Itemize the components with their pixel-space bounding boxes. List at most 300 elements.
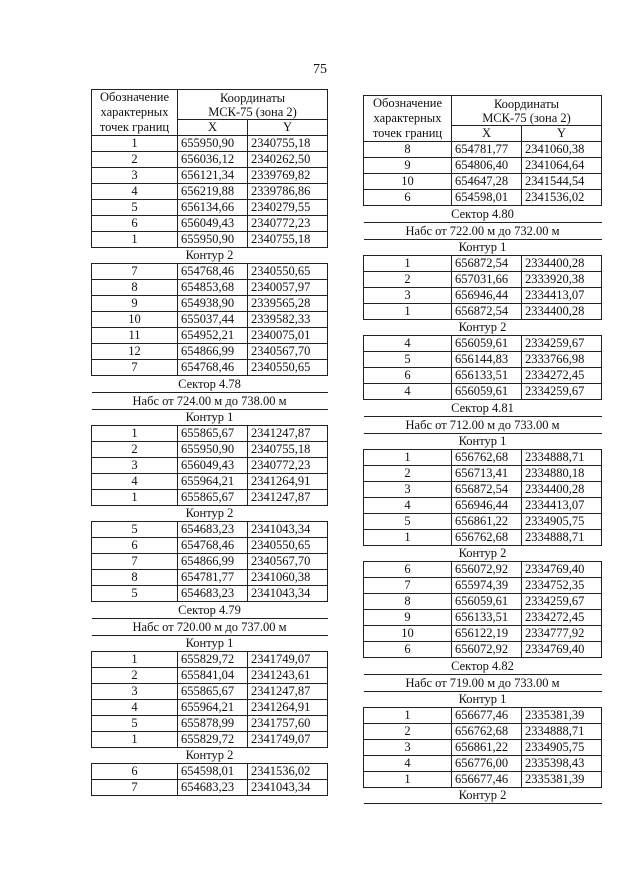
y-column-header: Y (248, 120, 328, 136)
y-coordinate-cell: 2341264,91 (248, 474, 328, 490)
table-row (364, 304, 602, 320)
point-number-cell: 8 (92, 280, 178, 296)
elevation-range: Набс от 712.00 м до 733.00 м (405, 417, 560, 432)
contour-heading-row (92, 248, 328, 264)
point-number-cell: 6 (364, 368, 452, 384)
point-number-cell: 6 (364, 562, 452, 578)
elevation-range-row (92, 393, 328, 410)
table-row (92, 458, 328, 474)
x-coordinate-cell: 654938,90 (178, 296, 248, 312)
contour-heading: Контур 1 (92, 410, 328, 426)
x-coordinate-cell: 654768,46 (178, 264, 248, 280)
table-row (92, 200, 328, 216)
y-coordinate-cell: 2334888,71 (522, 530, 602, 546)
y-coordinate-cell: 2334259,67 (522, 594, 602, 610)
sector-heading-row (364, 206, 602, 223)
y-coordinate-cell: 2340057,97 (248, 280, 328, 296)
y-coordinate-cell: 2341749,07 (248, 732, 328, 748)
point-number-cell: 5 (92, 200, 178, 216)
sector-heading: Сектор 4.81 (364, 400, 602, 417)
y-coordinate-cell: 2334259,67 (522, 336, 602, 352)
x-column-header: X (452, 126, 522, 142)
page-number: 75 (313, 62, 327, 77)
y-coordinate-cell: 2341749,07 (248, 652, 328, 668)
point-number-cell: 2 (364, 724, 452, 740)
y-coordinate-cell: 2340075,01 (248, 328, 328, 344)
table-body (92, 136, 328, 796)
table-row (364, 158, 602, 174)
y-coordinate-cell: 2339565,28 (248, 296, 328, 312)
y-coordinate-cell: 2334769,40 (522, 642, 602, 658)
x-coordinate-cell: 654952,21 (178, 328, 248, 344)
y-coordinate-cell: 2340279,55 (248, 200, 328, 216)
table-row (92, 426, 328, 442)
y-coordinate-cell: 2341043,34 (248, 586, 328, 602)
table-row (92, 216, 328, 232)
point-number-cell: 4 (92, 184, 178, 200)
contour-heading: Контур 2 (92, 248, 328, 264)
x-coordinate-cell: 656036,12 (178, 152, 248, 168)
table-row (92, 554, 328, 570)
y-coordinate-cell: 2334259,67 (522, 384, 602, 400)
point-number-cell: 8 (92, 570, 178, 586)
point-number-cell: 1 (92, 490, 178, 506)
x-coordinate-cell: 655964,21 (178, 474, 248, 490)
coordinates-header (452, 96, 602, 126)
y-coordinate-cell: 2341247,87 (248, 426, 328, 442)
x-coordinate-cell: 656762,68 (452, 450, 522, 466)
x-coordinate-cell: 655878,99 (178, 716, 248, 732)
header-line: Координаты (219, 90, 286, 105)
table-row (92, 264, 328, 280)
contour-heading: Контур 2 (364, 788, 602, 804)
x-coordinate-cell: 655865,67 (178, 426, 248, 442)
point-designation-header (92, 90, 178, 136)
elevation-range: Набс от 720.00 м до 737.00 м (132, 619, 287, 634)
y-coordinate-cell: 2341544,54 (522, 174, 602, 190)
table-row (92, 360, 328, 376)
point-number-cell: 11 (92, 328, 178, 344)
point-number-cell: 4 (92, 700, 178, 716)
coordinates-header (178, 90, 328, 120)
right-coordinates-table (363, 95, 602, 804)
table-row (92, 684, 328, 700)
y-coordinate-cell: 2341043,34 (248, 780, 328, 796)
contour-heading-row (364, 320, 602, 336)
point-number-cell: 2 (364, 272, 452, 288)
x-coordinate-cell: 654781,77 (452, 142, 522, 158)
x-coordinate-cell: 655865,67 (178, 684, 248, 700)
table-row (364, 482, 602, 498)
x-coordinate-cell: 656059,61 (452, 336, 522, 352)
contour-heading: Контур 2 (92, 506, 328, 522)
y-coordinate-cell: 2340550,65 (248, 264, 328, 280)
header-line: характерных (100, 105, 169, 119)
x-coordinate-cell: 655950,90 (178, 442, 248, 458)
contour-heading: Контур 2 (364, 546, 602, 562)
contour-heading-row (92, 636, 328, 652)
point-number-cell: 12 (92, 344, 178, 360)
x-coordinate-cell: 656072,92 (452, 562, 522, 578)
point-number-cell: 8 (364, 142, 452, 158)
x-coordinate-cell: 654598,01 (178, 764, 248, 780)
contour-heading-row (92, 410, 328, 426)
elevation-range: Набс от 722.00 м до 732.00 м (405, 223, 560, 238)
x-coordinate-cell: 654781,77 (178, 570, 248, 586)
header-line: характерных (373, 111, 442, 125)
y-coordinate-cell: 2339786,86 (248, 184, 328, 200)
x-coordinate-cell: 654598,01 (452, 190, 522, 206)
table-header (364, 96, 602, 142)
y-coordinate-cell: 2340262,50 (248, 152, 328, 168)
x-coordinate-cell: 656049,43 (178, 458, 248, 474)
table-row (364, 142, 602, 158)
x-coordinate-cell: 656872,54 (452, 304, 522, 320)
table-row (92, 232, 328, 248)
table-row (92, 312, 328, 328)
sector-heading: Сектор 4.79 (92, 602, 328, 619)
table-row (364, 772, 602, 788)
x-coordinate-cell: 656872,54 (452, 482, 522, 498)
x-coordinate-cell: 655829,72 (178, 652, 248, 668)
point-number-cell: 6 (364, 642, 452, 658)
x-coordinate-cell: 656134,66 (178, 200, 248, 216)
x-coordinate-cell: 654866,99 (178, 344, 248, 360)
y-coordinate-cell: 2340550,65 (248, 538, 328, 554)
x-coordinate-cell: 656059,61 (452, 594, 522, 610)
table-row (364, 336, 602, 352)
x-coordinate-cell: 656762,68 (452, 530, 522, 546)
x-coordinate-cell: 656121,34 (178, 168, 248, 184)
point-number-cell: 6 (364, 190, 452, 206)
y-coordinate-cell: 2341536,02 (248, 764, 328, 780)
table-row (92, 296, 328, 312)
x-coordinate-cell: 654683,23 (178, 780, 248, 796)
header-line: точек границ (99, 120, 170, 134)
point-number-cell: 8 (364, 594, 452, 610)
point-number-cell: 5 (92, 522, 178, 538)
table-row (92, 474, 328, 490)
point-number-cell: 2 (92, 152, 178, 168)
x-coordinate-cell: 654683,23 (178, 586, 248, 602)
table-row (364, 466, 602, 482)
y-coordinate-cell: 2341247,87 (248, 684, 328, 700)
table-row (92, 152, 328, 168)
table-row (364, 272, 602, 288)
table-row (92, 538, 328, 554)
x-coordinate-cell: 656762,68 (452, 724, 522, 740)
table-row (92, 652, 328, 668)
x-coordinate-cell: 654647,28 (452, 174, 522, 190)
point-number-cell: 5 (92, 716, 178, 732)
x-coordinate-cell: 654683,23 (178, 522, 248, 538)
y-coordinate-cell: 2334769,40 (522, 562, 602, 578)
table-row (364, 352, 602, 368)
y-coordinate-cell: 2335381,39 (522, 772, 602, 788)
x-column-header: X (178, 120, 248, 136)
table-row (92, 764, 328, 780)
point-number-cell: 5 (364, 514, 452, 530)
table-row (364, 740, 602, 756)
x-coordinate-cell: 656677,46 (452, 708, 522, 724)
table-row (364, 642, 602, 658)
x-coordinate-cell: 656049,43 (178, 216, 248, 232)
table-row (92, 668, 328, 684)
x-coordinate-cell: 656133,51 (452, 610, 522, 626)
point-number-cell: 5 (364, 352, 452, 368)
point-number-cell: 1 (364, 304, 452, 320)
table-row (364, 256, 602, 272)
y-coordinate-cell: 2334400,28 (522, 256, 602, 272)
y-coordinate-cell: 2341060,38 (522, 142, 602, 158)
y-coordinate-cell: 2334413,07 (522, 498, 602, 514)
y-coordinate-cell: 2340772,23 (248, 458, 328, 474)
table-row (364, 610, 602, 626)
contour-heading: Контур 1 (364, 434, 602, 450)
y-coordinate-cell: 2340550,65 (248, 360, 328, 376)
contour-heading: Контур 2 (92, 748, 328, 764)
point-number-cell: 3 (92, 684, 178, 700)
point-number-cell: 4 (364, 498, 452, 514)
header-line: Обозначение (372, 96, 443, 110)
y-coordinate-cell: 2341247,87 (248, 490, 328, 506)
y-coordinate-cell: 2333920,38 (522, 272, 602, 288)
x-coordinate-cell: 656946,44 (452, 498, 522, 514)
point-number-cell: 9 (364, 610, 452, 626)
point-number-cell: 1 (364, 256, 452, 272)
x-coordinate-cell: 654768,46 (178, 360, 248, 376)
x-coordinate-cell: 656072,92 (452, 642, 522, 658)
table-row (364, 708, 602, 724)
point-number-cell: 6 (92, 216, 178, 232)
y-coordinate-cell: 2334777,92 (522, 626, 602, 642)
contour-heading: Контур 2 (364, 320, 602, 336)
table-row (364, 498, 602, 514)
header-line: МСК-75 (зона 2) (208, 104, 297, 119)
elevation-range-row (364, 223, 602, 240)
x-coordinate-cell: 655974,39 (452, 578, 522, 594)
point-number-cell: 9 (364, 158, 452, 174)
y-coordinate-cell: 2341060,38 (248, 570, 328, 586)
table-row (364, 368, 602, 384)
table-row (92, 344, 328, 360)
table-row (92, 522, 328, 538)
point-number-cell: 3 (92, 168, 178, 184)
table-row (92, 328, 328, 344)
y-coordinate-cell: 2341043,34 (248, 522, 328, 538)
x-coordinate-cell: 657031,66 (452, 272, 522, 288)
x-coordinate-cell: 656776,00 (452, 756, 522, 772)
y-coordinate-cell: 2334272,45 (522, 368, 602, 384)
y-coordinate-cell: 2335381,39 (522, 708, 602, 724)
y-coordinate-cell: 2341536,02 (522, 190, 602, 206)
contour-heading-row (364, 546, 602, 562)
contour-heading-row (92, 748, 328, 764)
table-row (364, 288, 602, 304)
x-coordinate-cell: 654866,99 (178, 554, 248, 570)
elevation-range: Набс от 724.00 м до 738.00 м (132, 393, 287, 408)
table-row (364, 190, 602, 206)
elevation-range-row (364, 417, 602, 434)
sector-heading-row (92, 376, 328, 393)
contour-heading: Контур 1 (364, 692, 602, 708)
sector-heading: Сектор 4.82 (364, 658, 602, 675)
point-number-cell: 7 (92, 554, 178, 570)
point-number-cell: 1 (364, 450, 452, 466)
table-row (364, 384, 602, 400)
x-coordinate-cell: 656133,51 (452, 368, 522, 384)
x-coordinate-cell: 656059,61 (452, 384, 522, 400)
y-coordinate-cell: 2334880,18 (522, 466, 602, 482)
table-row (92, 780, 328, 796)
point-number-cell: 3 (92, 458, 178, 474)
x-coordinate-cell: 656122,19 (452, 626, 522, 642)
y-coordinate-cell: 2335398,43 (522, 756, 602, 772)
table-row (364, 756, 602, 772)
header-line: Обозначение (99, 90, 170, 104)
table-body (364, 142, 602, 804)
x-coordinate-cell: 655950,90 (178, 136, 248, 152)
elevation-range-row (92, 619, 328, 636)
contour-heading-row (364, 692, 602, 708)
x-coordinate-cell: 656713,41 (452, 466, 522, 482)
y-coordinate-cell: 2341243,61 (248, 668, 328, 684)
contour-heading: Контур 1 (92, 636, 328, 652)
y-coordinate-cell: 2341064,64 (522, 158, 602, 174)
point-number-cell: 4 (364, 756, 452, 772)
table-row (364, 626, 602, 642)
y-coordinate-cell: 2340755,18 (248, 232, 328, 248)
elevation-range-row (364, 675, 602, 692)
x-coordinate-cell: 656946,44 (452, 288, 522, 304)
point-number-cell: 10 (364, 174, 452, 190)
x-coordinate-cell: 655037,44 (178, 312, 248, 328)
y-coordinate-cell: 2334272,45 (522, 610, 602, 626)
header-line: Координаты (493, 96, 560, 111)
y-coordinate-cell: 2334888,71 (522, 724, 602, 740)
y-coordinate-cell: 2340755,18 (248, 442, 328, 458)
point-number-cell: 2 (92, 668, 178, 684)
y-coordinate-cell: 2334413,07 (522, 288, 602, 304)
point-number-cell: 10 (92, 312, 178, 328)
x-coordinate-cell: 656861,22 (452, 514, 522, 530)
table-row (92, 732, 328, 748)
table-row (364, 594, 602, 610)
table-row (92, 700, 328, 716)
sector-heading-row (364, 400, 602, 417)
point-number-cell: 1 (92, 136, 178, 152)
x-coordinate-cell: 654853,68 (178, 280, 248, 296)
contour-heading-row (92, 506, 328, 522)
point-number-cell: 1 (92, 732, 178, 748)
point-number-cell: 7 (364, 578, 452, 594)
y-coordinate-cell: 2333766,98 (522, 352, 602, 368)
y-coordinate-cell: 2334905,75 (522, 514, 602, 530)
x-coordinate-cell: 656144,83 (452, 352, 522, 368)
y-coordinate-cell: 2339582,33 (248, 312, 328, 328)
table-row (92, 168, 328, 184)
point-number-cell: 3 (364, 740, 452, 756)
x-coordinate-cell: 656219,88 (178, 184, 248, 200)
y-column-header: Y (522, 126, 602, 142)
table-row (92, 442, 328, 458)
point-number-cell: 2 (364, 466, 452, 482)
header-line: точек границ (372, 126, 443, 140)
y-coordinate-cell: 2340755,18 (248, 136, 328, 152)
table-row (364, 578, 602, 594)
table-row (364, 514, 602, 530)
x-coordinate-cell: 655950,90 (178, 232, 248, 248)
sector-heading-row (92, 602, 328, 619)
x-coordinate-cell: 655865,67 (178, 490, 248, 506)
table-row (364, 530, 602, 546)
point-number-cell: 10 (364, 626, 452, 642)
table-row (364, 724, 602, 740)
y-coordinate-cell: 2334400,28 (522, 304, 602, 320)
table-row (364, 562, 602, 578)
table-row (92, 280, 328, 296)
x-coordinate-cell: 655841,04 (178, 668, 248, 684)
contour-heading-row (364, 240, 602, 256)
x-coordinate-cell: 656677,46 (452, 772, 522, 788)
point-number-cell: 6 (92, 764, 178, 780)
y-coordinate-cell: 2334888,71 (522, 450, 602, 466)
x-coordinate-cell: 655829,72 (178, 732, 248, 748)
y-coordinate-cell: 2340567,70 (248, 554, 328, 570)
point-number-cell: 7 (92, 264, 178, 280)
y-coordinate-cell: 2341757,60 (248, 716, 328, 732)
x-coordinate-cell: 655964,21 (178, 700, 248, 716)
y-coordinate-cell: 2334905,75 (522, 740, 602, 756)
table-row (92, 570, 328, 586)
point-designation-header (364, 96, 452, 142)
point-number-cell: 4 (364, 336, 452, 352)
point-number-cell: 4 (364, 384, 452, 400)
elevation-range: Набс от 719.00 м до 733.00 м (405, 675, 560, 690)
table-row (92, 586, 328, 602)
sector-heading: Сектор 4.80 (364, 206, 602, 223)
point-number-cell: 5 (92, 586, 178, 602)
point-number-cell: 1 (92, 232, 178, 248)
point-number-cell: 9 (92, 296, 178, 312)
point-number-cell: 4 (92, 474, 178, 490)
x-coordinate-cell: 656872,54 (452, 256, 522, 272)
y-coordinate-cell: 2341264,91 (248, 700, 328, 716)
table-header (92, 90, 328, 136)
contour-heading-row (364, 788, 602, 804)
point-number-cell: 7 (92, 360, 178, 376)
y-coordinate-cell: 2340772,23 (248, 216, 328, 232)
point-number-cell: 3 (364, 482, 452, 498)
point-number-cell: 1 (92, 426, 178, 442)
sector-heading: Сектор 4.78 (92, 376, 328, 393)
x-coordinate-cell: 654768,46 (178, 538, 248, 554)
point-number-cell: 1 (92, 652, 178, 668)
point-number-cell: 3 (364, 288, 452, 304)
point-number-cell: 6 (92, 538, 178, 554)
table-row (92, 184, 328, 200)
table-row (364, 174, 602, 190)
y-coordinate-cell: 2334752,35 (522, 578, 602, 594)
contour-heading-row (364, 434, 602, 450)
point-number-cell: 2 (92, 442, 178, 458)
table-row (92, 490, 328, 506)
point-number-cell: 1 (364, 530, 452, 546)
y-coordinate-cell: 2334400,28 (522, 482, 602, 498)
y-coordinate-cell: 2340567,70 (248, 344, 328, 360)
left-coordinates-table (91, 89, 328, 796)
header-line: МСК-75 (зона 2) (482, 110, 571, 125)
